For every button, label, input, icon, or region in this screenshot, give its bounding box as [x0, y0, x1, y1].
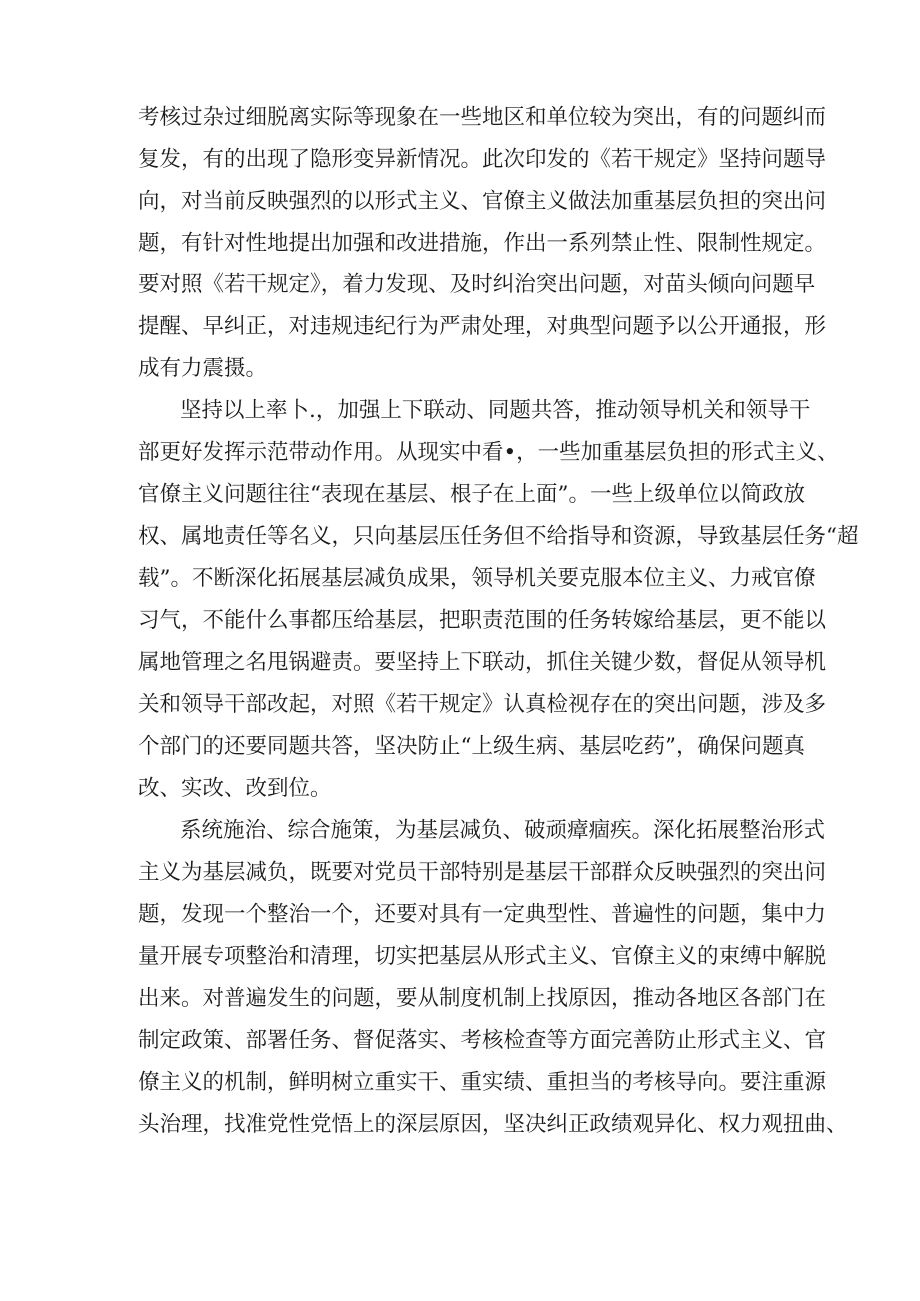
- text-line: 成有力震摄。: [138, 356, 268, 381]
- text-line: 题，有针对性地提出加强和改进措施，作出一系列禁止性、限制性规定。: [138, 231, 827, 256]
- text-line: 部更好发挥示范带动作用。从现实中看•，一些加重基层负担的形式主义、: [138, 440, 839, 465]
- text-line: 习气，不能什么事都压给基层，把职责范围的任务转嫁给基层，更不能以: [138, 608, 827, 633]
- text-line: 坚持以上率卜.，加强上下联动、同题共答，推动领导机关和领导干: [180, 398, 811, 423]
- text-line: 提醒、早纠正，对违规违纪行为严肃处理，对典型问题予以公开通报，形: [138, 314, 827, 339]
- text-line: 题，发现一个整治一个，还要对具有一定典型性、普遍性的问题，集中力: [138, 902, 827, 927]
- text-line: 向，对当前反映强烈的以形式主义、官僚主义做法加重基层负担的突出问: [138, 189, 827, 214]
- text-line: 载”。不断深化拓展基层减负成果，领导机关要克服本位主义、力戒官僚: [138, 566, 816, 591]
- text-line: 头治理，找准党性党悟上的深层原因，坚决纠正政绩观异化、权力观扭曲、: [138, 1112, 848, 1137]
- text-line: 出来。对普遍发生的问题，要从制度机制上找原因，推动各地区各部门在: [138, 986, 827, 1011]
- text-line: 量开展专项整治和清理，切实把基层从形式主义、官僚主义的束缚中解脱: [138, 944, 827, 969]
- text-line: 权、属地责任等名义，只向基层压任务但不给指导和资源，导致基层任务“超: [138, 524, 859, 549]
- text-line: 个部门的还要同题共答，坚决防止“上级生病、基层吃药”，确保问题真: [138, 734, 805, 759]
- text-line: 制定政策、部署任务、督促落实、考核检查等方面完善防止形式主义、官: [138, 1028, 827, 1053]
- text-line: 系统施治、综合施策，为基层减负、破顽瘴痼疾。深化拓展整治形式: [180, 818, 826, 843]
- text-line: 主义为基层减负，既要对党员干部特别是基层干部群众反映强烈的突出问: [138, 860, 827, 885]
- text-line: 官僚主义问题往往“表现在基层、根子在上面”。一些上级单位以简政放: [138, 482, 805, 507]
- text-line: 复发，有的出现了隐形变异新情况。此次印发的《若干规定》坚持问题导: [138, 147, 827, 172]
- text-line: 改、实改、改到位。: [138, 776, 332, 801]
- text-line: 考核过杂过细脱离实际等现象在一些地区和单位较为突出，有的问题纠而: [138, 105, 827, 130]
- text-line: 要对照《若干规定》，着力发现、及时纠治突出问题，对苗头倾向问题早: [138, 272, 816, 297]
- text-line: 关和领导干部改起，对照《若干规定》认真检视存在的突出问题，涉及多: [138, 692, 827, 717]
- text-line: 属地管理之名甩锅避责。要坚持上下联动，抓住关键少数，督促从领导机: [138, 650, 827, 675]
- text-line: 僚主义的机制，鲜明树立重实干、重实绩、重担当的考核导向。要注重源: [138, 1070, 827, 1095]
